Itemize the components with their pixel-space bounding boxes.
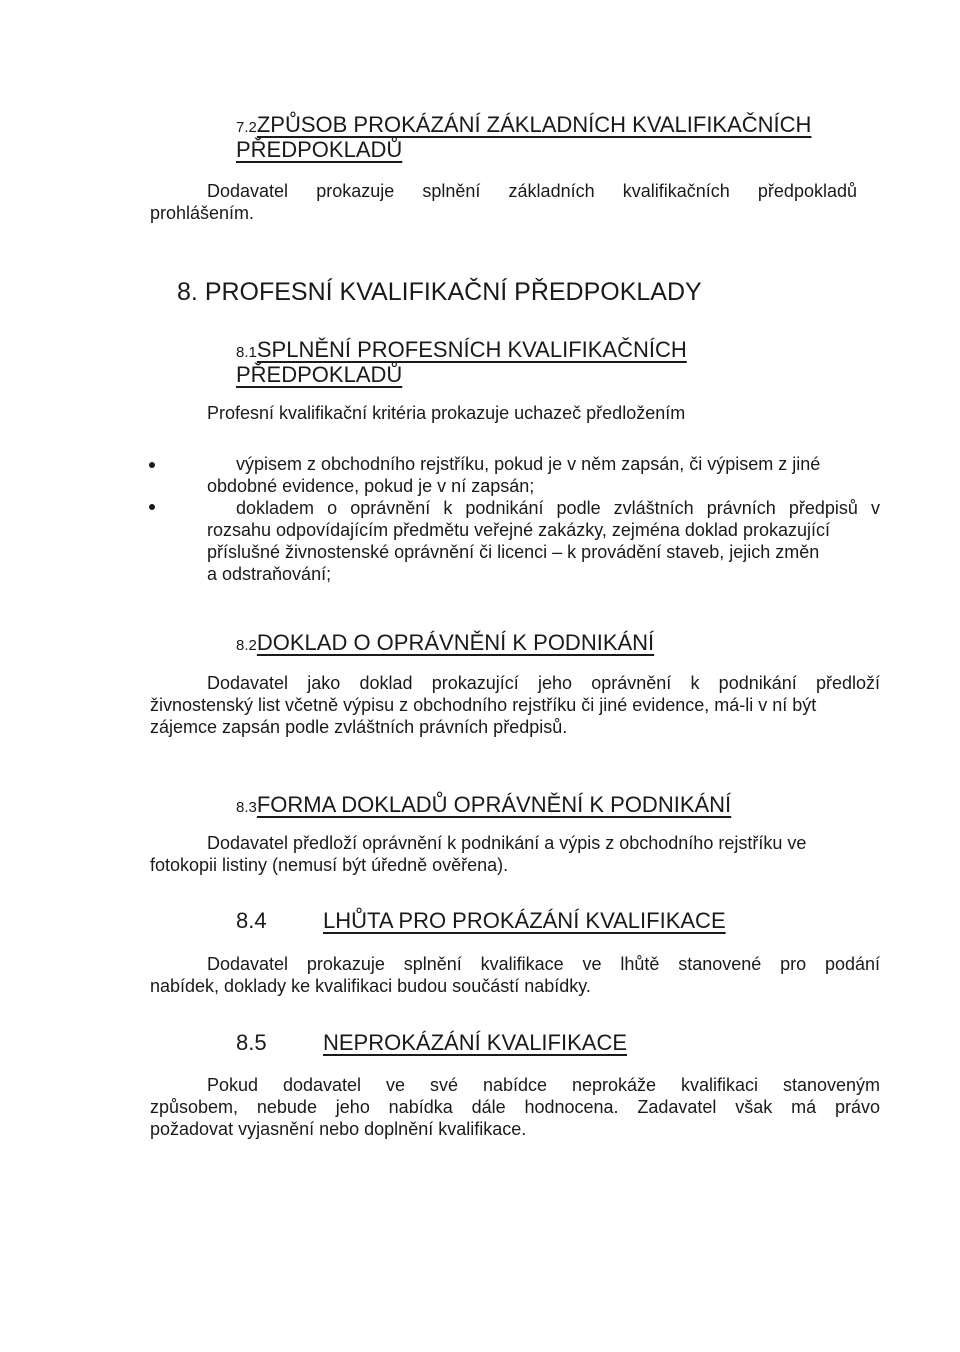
- heading-title: PROFESNÍ KVALIFIKAČNÍ PŘEDPOKLADY: [204, 278, 702, 306]
- heading-8-3: [236, 792, 731, 820]
- heading-title: LHŮTA PRO PROKÁZÁNÍ KVALIFIKACE: [323, 908, 726, 933]
- heading-8-1-line2: [236, 362, 402, 387]
- paragraph-8-3-line2: fotokopii listiny (nemusí být úředně ověřena).: [150, 855, 509, 875]
- paragraph-8-2-line1: Dodavatel jako doklad prokazující jeho oprávnění k podnikání předloží: [207, 673, 880, 693]
- bullet-2-line3: příslušné živnostenské oprávnění či licenci – k provádění staveb, jejich změn: [207, 542, 820, 562]
- paragraph-8-4-line2: nabídek, doklady ke kvalifikaci budou součástí nabídky.: [150, 976, 591, 996]
- bullet-2-line4: a odstraňování;: [207, 564, 332, 584]
- heading-title: NEPROKÁZÁNÍ KVALIFIKACE: [323, 1030, 628, 1055]
- bullet-2-line1: dokladem o oprávnění k podnikání podle zvláštních právních předpisů v: [236, 498, 880, 518]
- heading-number: 7.2: [236, 119, 257, 136]
- heading-8: [177, 278, 702, 306]
- heading-number: 8.: [177, 278, 198, 306]
- heading-number: 8.1: [236, 344, 257, 361]
- paragraph-8-2-line2: živnostenský list včetně výpisu z obchodního rejstříku či jiné evidence, má-li v ní být: [150, 695, 817, 715]
- heading-number: 8.5: [236, 1030, 267, 1055]
- heading-title: DOKLAD O OPRÁVNĚNÍ K PODNIKÁNÍ: [256, 630, 655, 655]
- paragraph-7-2-line1: Dodavatel prokazuje splnění základních kvalifikačních předpokladů: [207, 181, 857, 201]
- heading-title: FORMA DOKLADŮ OPRÁVNĚNÍ K PODNIKÁNÍ: [256, 792, 732, 817]
- heading-7-2-line2: [236, 137, 402, 162]
- paragraph-8-3-line1: Dodavatel předloží oprávnění k podnikání a výpis z obchodního rejstříku ve: [207, 833, 807, 853]
- bullet-1-line1: výpisem z obchodního rejstříku, pokud je v něm zapsán, či výpisem z jiné: [236, 454, 821, 474]
- bullet-1-line2: obdobné evidence, pokud je v ní zapsán;: [207, 476, 535, 496]
- heading-title: PŘEDPOKLADŮ: [236, 362, 403, 387]
- bullet-dot: [149, 504, 155, 510]
- paragraph-8-5-line2: způsobem, nebude jeho nabídka dále hodnocena. Zadavatel však má právo: [150, 1097, 880, 1117]
- paragraph-8-4-line1: Dodavatel prokazuje splnění kvalifikace ve lhůtě stanovené pro podání: [207, 954, 880, 974]
- heading-number: 8.3: [236, 799, 257, 816]
- heading-8-5: [236, 1030, 628, 1055]
- heading-title: PŘEDPOKLADŮ: [236, 137, 403, 162]
- paragraph-8-2-line3: zájemce zapsán podle zvláštních právních předpisů.: [150, 717, 568, 737]
- heading-8-4: [236, 908, 726, 933]
- bullet-2-line2: rozsahu odpovídajícím předmětu veřejné zakázky, zejména doklad prokazující: [207, 520, 830, 540]
- paragraph-8-5-line1: Pokud dodavatel ve své nabídce neprokáže kvalifikaci stanoveným: [207, 1075, 880, 1095]
- paragraph-8-1-intro: Profesní kvalifikační kritéria prokazuje uchazeč předložením: [207, 403, 686, 423]
- heading-title: ZPŮSOB PROKÁZÁNÍ ZÁKLADNÍCH KVALIFIKAČNÍCH: [256, 112, 812, 137]
- heading-number: 8.4: [236, 908, 267, 933]
- heading-number: 8.2: [236, 637, 257, 654]
- heading-8-2: [236, 630, 654, 658]
- heading-8-1: [236, 337, 687, 365]
- heading-title: SPLNĚNÍ PROFESNÍCH KVALIFIKAČNÍCH: [256, 337, 687, 362]
- bullet-dot: [149, 462, 155, 468]
- heading-7-2: [236, 112, 811, 140]
- paragraph-7-2-line2: prohlášením.: [150, 203, 255, 223]
- paragraph-8-5-line3: požadovat vyjasnění nebo doplnění kvalifikace.: [150, 1119, 527, 1139]
